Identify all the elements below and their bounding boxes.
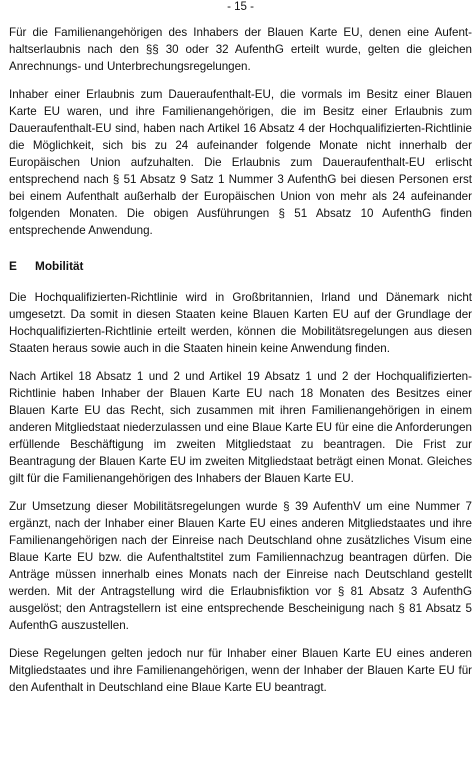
paragraph-scope-limitation: Diese Regelungen gelten jedoch nur für Inhaber einer Blauen Karte EU eines anderen Mitgliedstaates und ihre Familienangehörigen, wenn der Inhaber der Blauen Karte EU für den Aufenthalt in Deutschland eine Blaue Karte EU beantragt. (9, 647, 472, 694)
page-number: - 15 - (227, 1, 254, 13)
section-heading (9, 258, 472, 275)
document-page (9, 0, 472, 707)
paragraph-implementation: Zur Umsetzung dieser Mobilitätsregelungen wurde § 39 AufenthV um eine Nummer 7 ergänzt, nach der Inhaber einer Blauen Karte EU eines anderen Mitgliedstaates und ihre Familienangehörigen nach der Einreise nach Deutschland ohne zusätzliches Visum eine Blaue Karte EU bzw. die Aufenthaltstitel zum Familiennachzug beantragen dürfen. Die Anträge müssen innerhalb eines Monats nach der Einreise nach Deutschland gestellt werden. Mit der Antragstellung wird die Erlaubnisfiktion vor § 81 Absatz 3 AufenthG ausgelöst; den Antragstellern ist eine entsprechende Bescheinigung nach § 81 Absatz 5 AufenthG auszustellen. (9, 500, 472, 632)
paragraph-permanent-residence: Inhaber einer Erlaubnis zum Daueraufenthalt-EU, die vormals im Besitz einer Blauen Karte EU waren, und ihre Familienangehörigen, die im Besitz einer Erlaubnis zum Daueraufenthalt-EU sind, haben nach Artikel 16 Absatz 4 der Hochqualifizierten-Richtlinie die Möglichkeit, sich bis zu 24 aufeinander folgende Monate nicht innerhalb der Europäischen Union aufzuhalten. Die Erlaubnis zum Daueraufenthalt-EU erlischt entsprechend nach § 51 Absatz 9 Satz 1 Nummer 3 AufenthG bei diesen Personen erst bei einem Aufenthalt außerhalb der Europäischen Union von mehr als 24 aufeinander folgenden Monaten. Die obigen Ausführungen § 51 Absatz 10 AufenthG finden entsprechende Anwendung. (9, 88, 472, 237)
paragraph-mobility-rights: Nach Artikel 18 Absatz 1 und 2 und Artikel 19 Absatz 1 und 2 der Hochqualifizierten-Richtlinie haben Inhaber der Blauen Karte EU nach 18 Monaten des Besitzes einer Blauen Karte EU das Recht, sich zusammen mit ihren Familienangehörigen in einem anderen Mitgliedstaat niederzulassen und eine Blaue Karte EU für eine die Anforderungen erfüllende Beschäftigung im zweiten Mitgliedstaat zu beantragen. Die Frist zur Beantragung der Blauen Karte EU im zweiten Mitgliedstaat beträgt einen Monat. Gleiches gilt für die Familienangehörigen des Inhabers der Blauen Karte EU. (9, 370, 472, 485)
paragraph-family-members-rules: Für die Familienangehörigen des Inhabers der Blauen Karte EU, denen eine Aufenthaltserlaubnis nach den §§ 30 oder 32 AufenthG erteilt wurde, gelten die gleichen Anrechnungs- und Unterbrechungsregelungen. (9, 26, 472, 73)
section-title: Mobilität (35, 259, 84, 273)
paragraph-not-implemented-states: Die Hochqualifizierten-Richtlinie wird in Großbritannien, Irland und Dänemark nicht umgesetzt. Da somit in diesen Staaten keine Blauen Karten EU auf der Grundlage der Hochqualifizierten-Richtlinie erteilt werden, können die Mobilitätsregelungen aus diesen Staaten heraus sowie auch in die Staaten hinein keine Anwendung finden. (9, 291, 472, 355)
section-letter: E (9, 259, 17, 273)
